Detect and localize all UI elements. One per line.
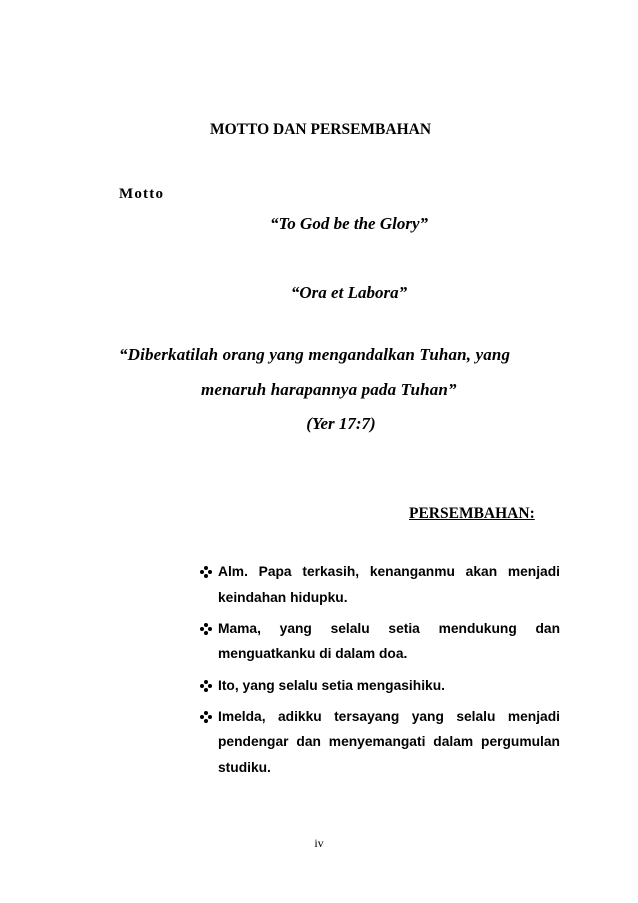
dedication-text: Alm. Papa terkasih, kenanganmu akan menjadi keindahan hidupku.: [218, 564, 560, 605]
list-item: [200, 673, 560, 699]
diamond-dots-icon: [200, 711, 212, 723]
page-number: iv: [314, 836, 324, 850]
dedication-text: Imelda, adikku tersayang yang selalu menjadi pendengar dan menyemangati dalam pergumulan studiku.: [218, 708, 560, 775]
bible-verse-reference: (Yer 17:7): [306, 414, 376, 433]
list-item: [200, 616, 560, 667]
persembahan-heading: PERSEMBAHAN:: [409, 505, 535, 522]
dedication-text: Mama, yang selalu setia mendukung dan menguatkanku di dalam doa.: [218, 620, 560, 662]
list-item: [200, 704, 560, 781]
motto-label: Motto: [119, 186, 165, 202]
motto-quote-1: “To God be the Glory”: [269, 214, 429, 233]
diamond-dots-icon: [200, 566, 212, 578]
list-item: [200, 559, 560, 610]
page-heading: MOTTO DAN PERSEMBAHAN: [210, 121, 432, 138]
diamond-dots-icon: [200, 680, 212, 692]
motto-quote-2: “Ora et Labora”: [290, 283, 408, 302]
bible-verse-line-1: “Diberkatilah orang yang mengandalkan Tuhan, yang: [119, 345, 511, 364]
dedication-text: Ito, yang selalu setia mengasihiku.: [218, 677, 445, 693]
dedication-list: [200, 559, 560, 786]
bible-verse-line-2: menaruh harapannya pada Tuhan”: [201, 380, 457, 399]
diamond-dots-icon: [200, 623, 212, 635]
